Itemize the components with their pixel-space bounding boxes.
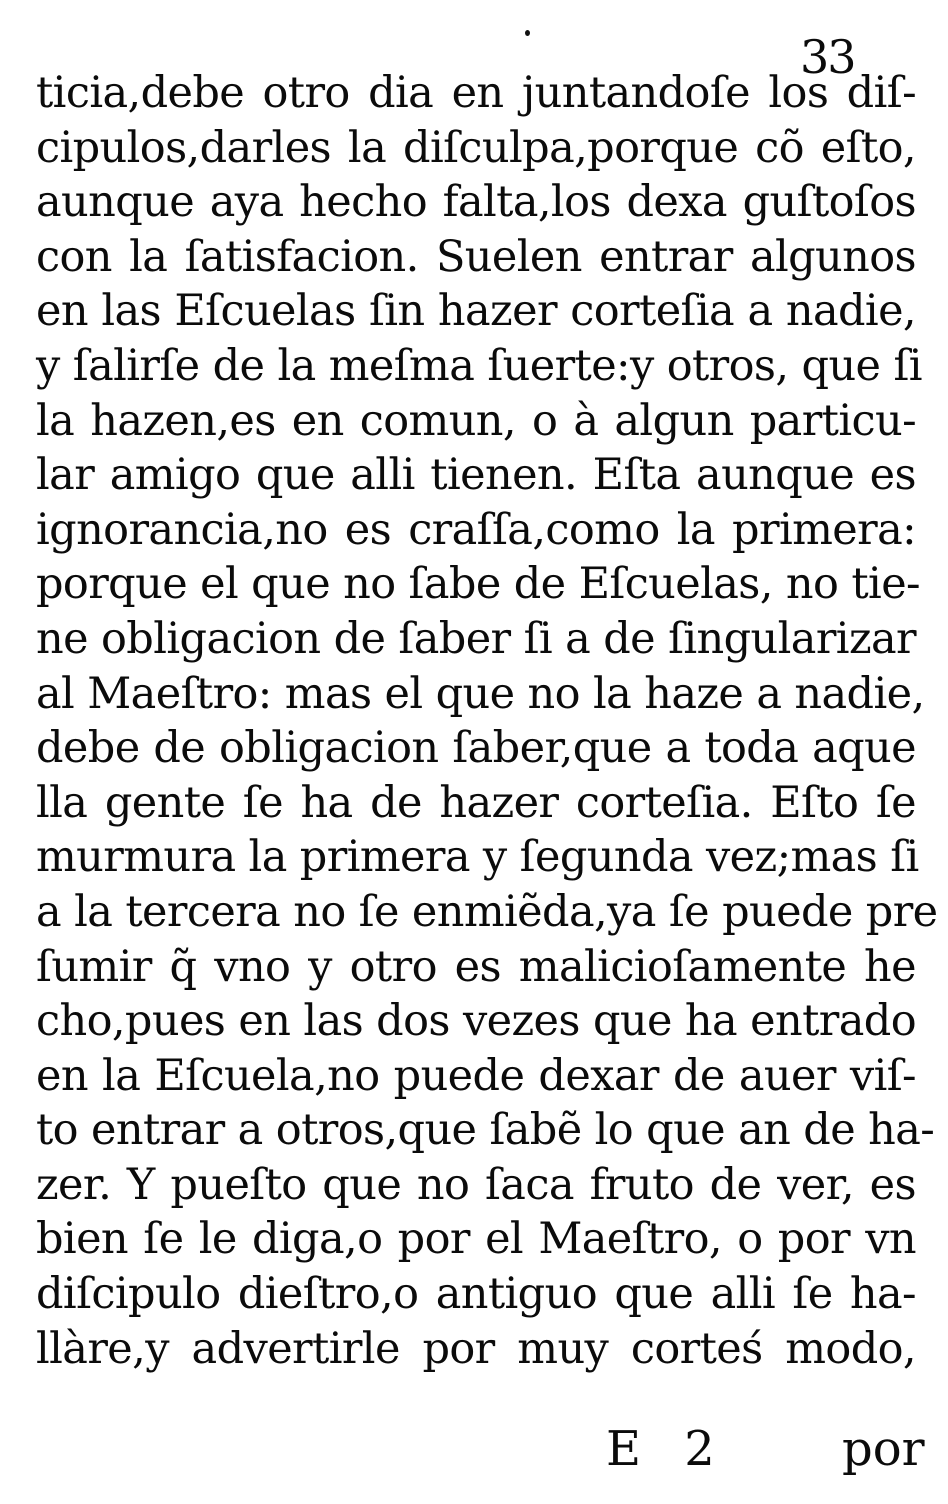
text-line: a la tercera no ſe enmiẽda,ya ſe puede pre [36,886,938,937]
text-line: aunque aya hecho falta,los dexa guſtoſos [36,177,916,228]
text-line: en la Eſcuela,no puede dexar de auer viſ- [36,1050,916,1101]
page-footer [0,1414,948,1484]
text-line: cipulos,darles la diſculpa,porque cõ eſto, [36,122,916,173]
text-line: y ſalirſe de la meſma ſuerte:y otros, que ſi [36,340,922,391]
ink-speck [525,30,530,36]
text-line: porque el que no ſabe de Eſcuelas, no tie- [36,559,920,610]
text-line: bien ſe le diga,o por el Maeſtro, o por vn [36,1214,916,1265]
text-line: zer. Y pueſto que no ſaca fruto de ver, es [36,1159,916,1210]
text-line: lar amigo que alli tienen. Eſta aunque es [36,450,916,501]
text-line: debe de obligacion ſaber,que a toda aque [36,723,916,774]
page-number: 33 [800,30,855,84]
text-line: diſcipulo dieſtro,o antiguo que alli ſe ha- [36,1269,916,1320]
text-line: con la ſatisfacion. Suelen entrar algunos [36,231,916,282]
text-line: ſumir q̃ vno y otro es malicioſamente he [36,941,916,992]
text-line: la hazen,es en comun, o à algun particu- [36,395,916,446]
text-line: llàre,y advertirle por muy corteś modo, [36,1323,916,1374]
text-line: lla gente ſe ha de hazer corteſia. Eſto ſe [36,777,916,828]
text-line: murmura la primera y ſegunda vez;mas ſi [36,832,919,883]
catchword: por [842,1421,925,1477]
body-text [36,66,938,1376]
text-line: al Maeſtro: mas el que no la haze a nadie, [36,668,925,719]
signature-mark: E 2 [606,1421,729,1477]
text-line: ignorancia,no es craſſa,como la primera: [36,504,916,555]
text-line: en las Eſcuelas ſin hazer corteſia a nadie, [36,286,916,337]
text-line: ne obligacion de ſaber ſi a de ſingularizar [36,613,916,664]
text-line: cho,pues en las dos vezes que ha entrado [36,996,916,1047]
text-line: to entrar a otros,que ſabẽ lo que an de ha- [36,1105,935,1156]
text-line: ticia,debe otro dia en juntandoſe los diſ- [36,68,916,118]
